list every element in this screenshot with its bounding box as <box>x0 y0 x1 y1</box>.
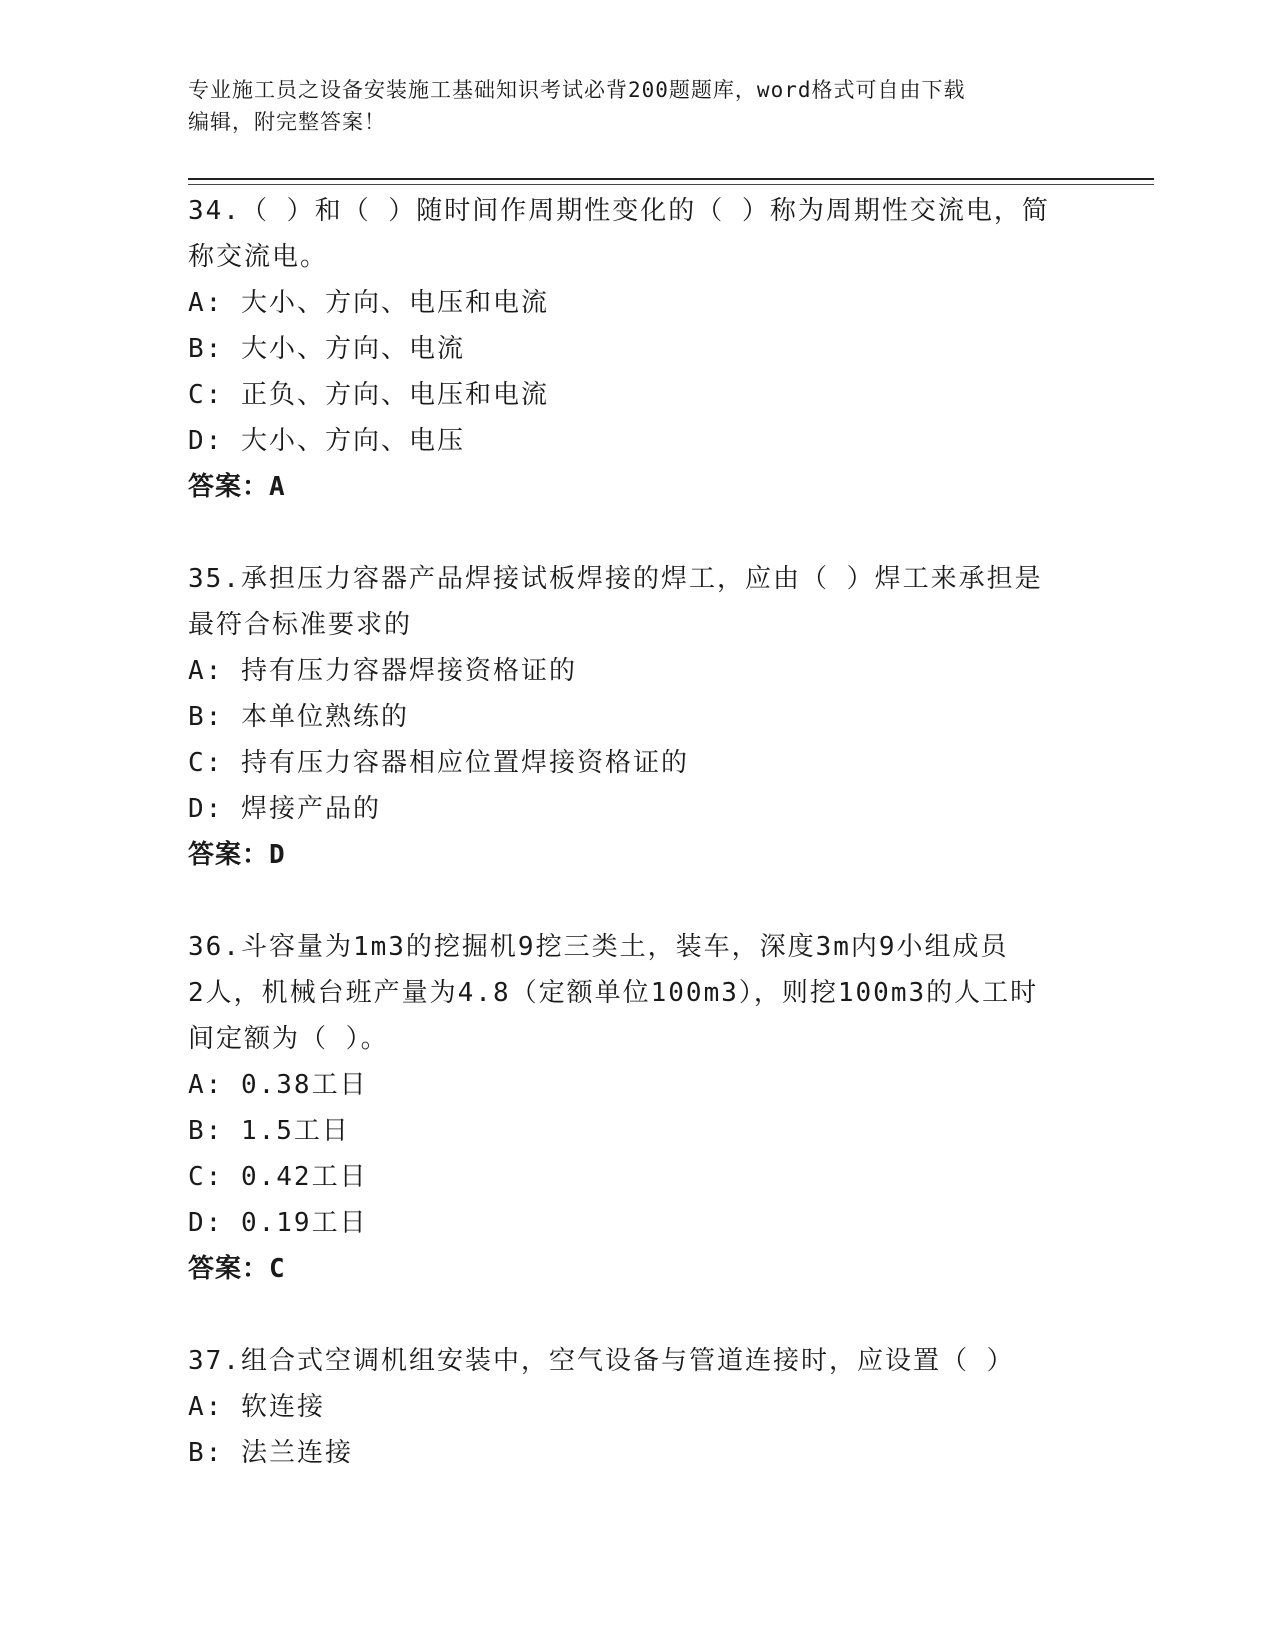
answer: 答案：A <box>188 472 286 502</box>
question-text: 间定额为（ ）。 <box>188 1024 389 1054</box>
option-b: B: 法兰连接 <box>188 1438 353 1468</box>
answer: 答案：C <box>188 1254 286 1284</box>
option-b: B: 1.5工日 <box>188 1116 350 1146</box>
header-line-1: 专业施工员之设备安装施工基础知识考试必背200题题库，word格式可自由下载 <box>188 78 966 102</box>
question-text: 称交流电。 <box>188 242 329 272</box>
option-c: C: 0.42工日 <box>188 1162 368 1192</box>
question-text: 37.组合式空调机组安装中，空气设备与管道连接时，应设置（ ） <box>188 1346 1015 1376</box>
question-text: 最符合标准要求的 <box>188 610 413 640</box>
document-header <box>188 74 1088 138</box>
question-34 <box>188 188 1088 510</box>
question-text: 36.斗容量为1m3的挖掘机9挖三类土，装车，深度3m内9小组成员 <box>188 932 1009 962</box>
spacer <box>188 1292 1088 1338</box>
question-text: 2人，机械台班产量为4.8（定额单位100m3），则挖100m3的人工时 <box>188 978 1039 1008</box>
option-d: D: 大小、方向、电压 <box>188 426 465 456</box>
option-a: A: 持有压力容器焊接资格证的 <box>188 656 577 686</box>
question-text: 35.承担压力容器产品焊接试板焊接的焊工，应由（ ）焊工来承担是 <box>188 564 1043 594</box>
option-c: C: 正负、方向、电压和电流 <box>188 380 549 410</box>
header-divider-thin <box>188 184 1154 185</box>
option-a: A: 软连接 <box>188 1392 325 1422</box>
spacer <box>188 878 1088 924</box>
question-text: 34.（ ）和（ ）随时间作周期性变化的（ ）称为周期性交流电，简 <box>188 196 1050 226</box>
option-c: C: 持有压力容器相应位置焊接资格证的 <box>188 748 689 778</box>
option-a: A: 0.38工日 <box>188 1070 368 1100</box>
question-35 <box>188 556 1088 878</box>
option-b: B: 大小、方向、电流 <box>188 334 465 364</box>
answer: 答案：D <box>188 840 286 870</box>
option-a: A: 大小、方向、电压和电流 <box>188 288 549 318</box>
questions-list <box>188 188 1088 1476</box>
header-line-2: 编辑，附完整答案！ <box>188 110 386 134</box>
header-divider-thick <box>188 178 1154 180</box>
question-36 <box>188 924 1088 1292</box>
option-d: D: 焊接产品的 <box>188 794 381 824</box>
option-b: B: 本单位熟练的 <box>188 702 409 732</box>
option-d: D: 0.19工日 <box>188 1208 368 1238</box>
spacer <box>188 510 1088 556</box>
question-37 <box>188 1338 1088 1476</box>
